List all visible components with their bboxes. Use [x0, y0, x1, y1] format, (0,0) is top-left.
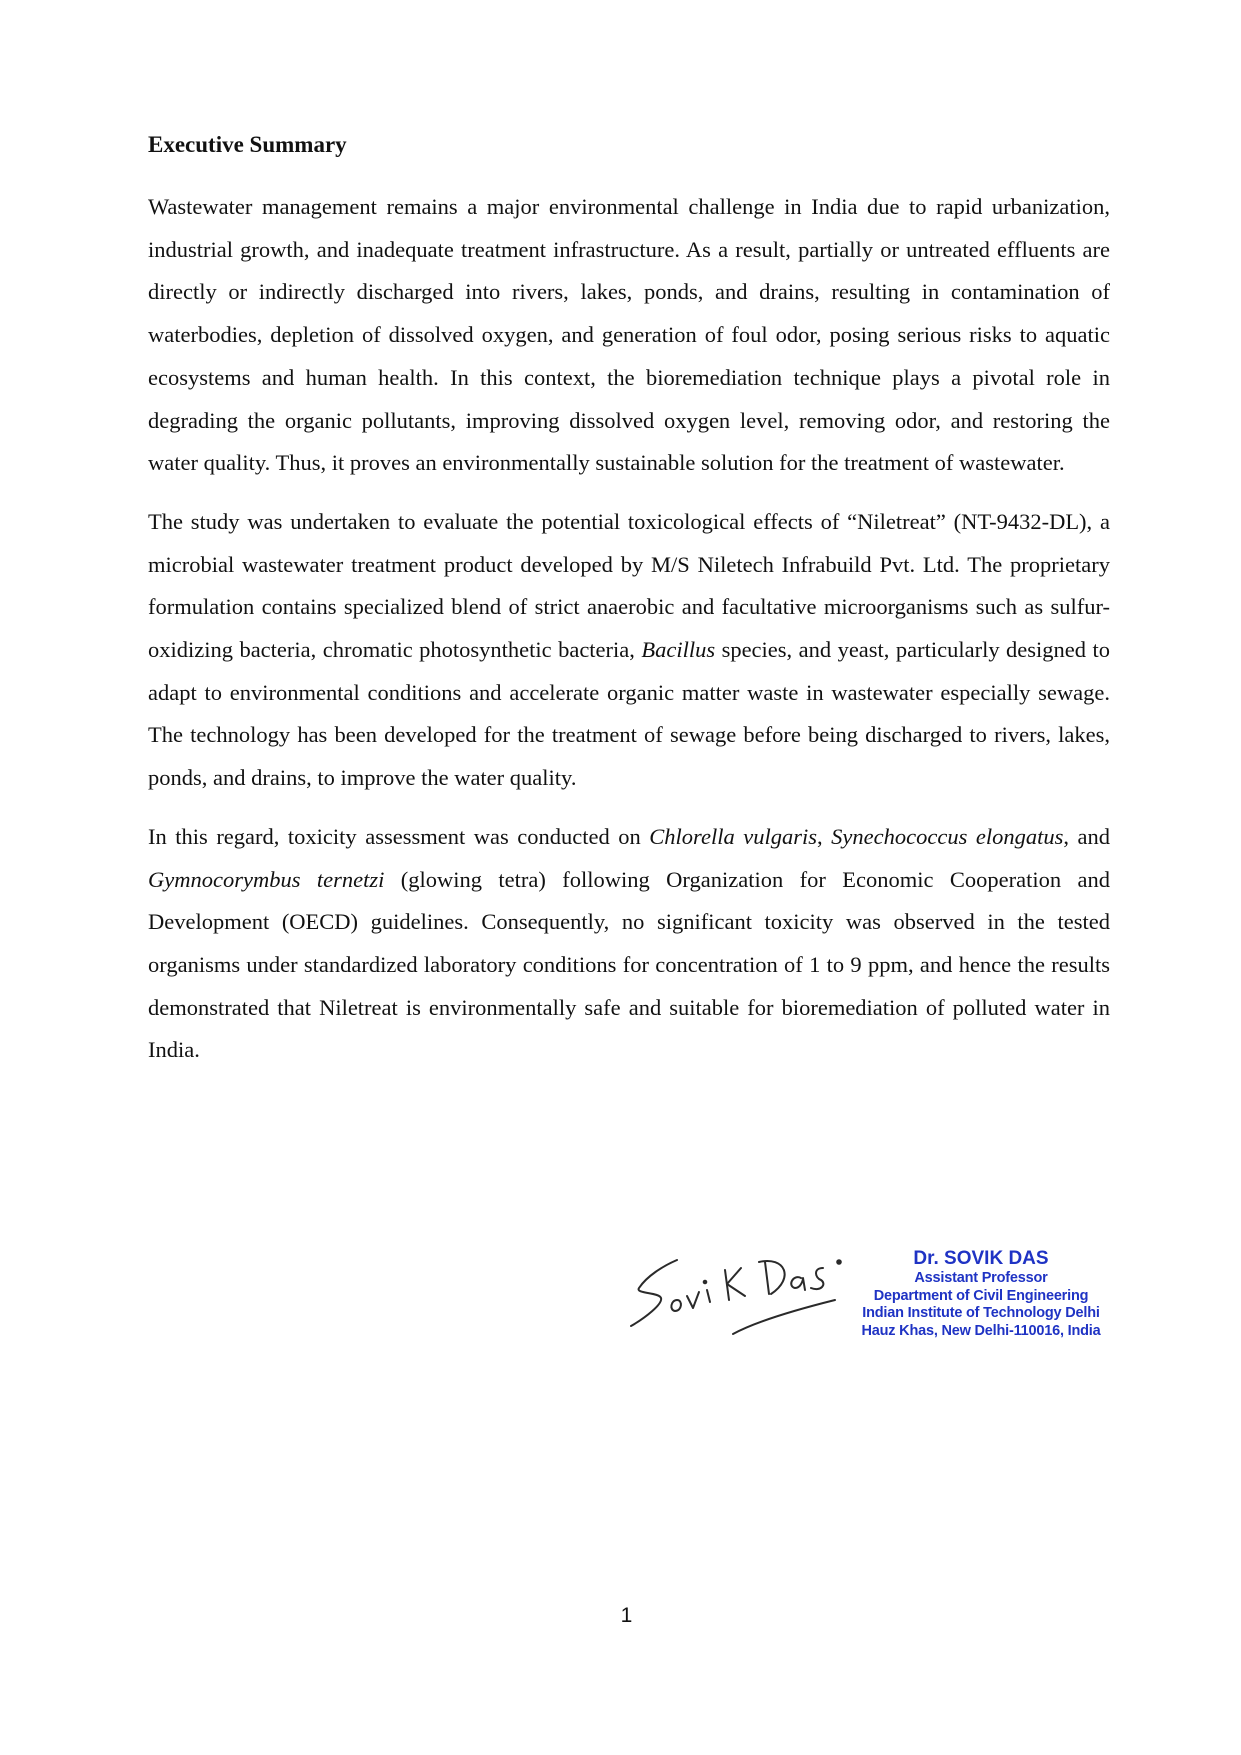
page-number: 1 [620, 1604, 633, 1627]
species-name-gymnocorymbus: Gymnocorymbus ternetzi [148, 866, 385, 892]
paragraph-text: (glowing tetra) following Organization for Economic Cooperation and Development (OECD) guidelines. Consequently, no significant toxicity was observed in the tested organisms under standardized laboratory conditions for concentration of 1 to 9 ppm, and hence the results demonstrated that Niletreat is environmentally safe and suitable for bioremediation of polluted water in India. [148, 866, 1110, 1063]
paragraph-text: , [816, 823, 832, 849]
paragraph-introduction [148, 186, 1110, 485]
signature-block [625, 1238, 1115, 1343]
paragraph-text: The study was undertaken to evaluate the potential toxicological effects of “Niletreat” (NT-9432-DL), a microbial wastewater treatment product developed by M/S Niletech Infrabuild Pvt. Ltd. The proprietary formulation contains specialized blend of strict anaerobic and facultative microorganisms such as sulfur-oxidizing bacteria, chromatic photosynthetic bacteria, [148, 508, 1110, 663]
stamp-institute: Indian Institute of Technology Delhi [862, 1305, 1100, 1321]
document-page [148, 130, 1110, 1088]
species-name-chlorella: Chlorella vulgaris [649, 823, 817, 849]
stamp-name: Dr. SOVIK DAS [913, 1248, 1049, 1269]
stamp-address: Hauz Khas, New Delhi-110016, India [861, 1322, 1101, 1339]
paragraph-text: In this regard, toxicity assessment was conducted on [148, 823, 650, 849]
paragraph-text: , and [1063, 823, 1111, 849]
stamp-title: Assistant Professor [914, 1270, 1048, 1286]
species-name-synechococcus: Synechococcus elongatus [831, 823, 1064, 849]
official-stamp [847, 1248, 1115, 1340]
section-heading: Executive Summary [148, 132, 347, 157]
paragraph-text: species, and yeast, particularly designed to adapt to environmental conditions and accelerate organic matter waste in wastewater especially sewage. The technology has been developed for the treatment of sewage before being discharged to rivers, lakes, ponds, and drains, to improve the water quality. [148, 637, 1110, 791]
paragraph-toxicity-assessment [148, 816, 1110, 1072]
paragraph-text: Wastewater management remains a major environmental challenge in India due to rapid urbanization, industrial growth, and inadequate treatment infrastructure. As a result, partially or untreated effluents are directly or indirectly discharged into rivers, lakes, ponds, and drains, resulting in contamination of waterbodies, depletion of dissolved oxygen, and generation of foul odor, posing serious risks to aquatic ecosystems and human health. In this context, the bioremediation technique plays a pivotal role in degrading the organic pollutants, improving dissolved oxygen level, removing odor, and restoring the water quality. Thus, it proves an environmentally sustainable solution for the treatment of wastewater. [148, 194, 1110, 476]
stamp-department: Department of Civil Engineering [873, 1287, 1089, 1304]
species-name-bacillus: Bacillus [641, 637, 716, 663]
paragraph-study-description [148, 501, 1110, 800]
handwritten-signature-icon [625, 1238, 855, 1338]
